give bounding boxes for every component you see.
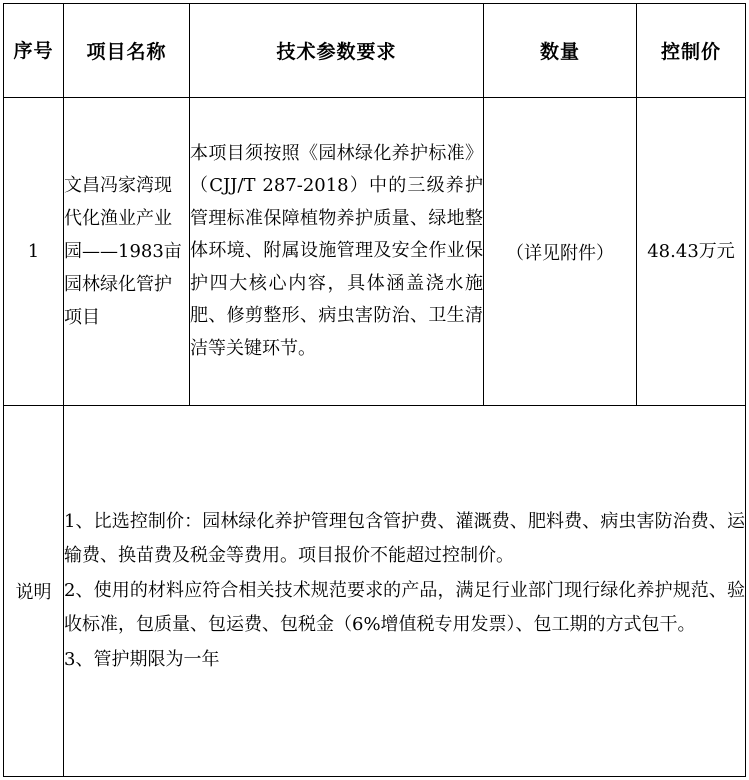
project-spec-table: [3, 3, 746, 777]
header-name: 项目名称: [64, 4, 190, 98]
table-row: [4, 98, 746, 406]
header-price: 控制价: [637, 4, 746, 98]
row-no: 1: [4, 98, 64, 406]
notes-row: [4, 406, 746, 777]
note-item-3: 3、管护期限为一年: [64, 648, 220, 670]
note-item-1: 1、比选控制价：园林绿化养护管理包含管护费、灌溉费、肥料费、病虫害防治费、运输费、换苗费及税金等费用。项目报价不能超过控制价。: [64, 510, 745, 567]
notes-body: [64, 406, 746, 777]
note-item-2: 2、使用的材料应符合相关技术规范要求的产品，满足行业部门现行绿化养护规范、验收标准，包质量、包运费、包税金（6%增值税专用发票）、包工期的方式包干。: [64, 579, 745, 636]
row-tech-requirements: 本项目须按照《园林绿化养护标准》（CJJ/T 287-2018）中的三级养护管理标准保障植物养护质量、绿地整体环境、附属设施管理及安全作业保护四大核心内容，具体涵盖浇水施肥、修剪整形、病虫害防治、卫生清洁等关键环节。: [190, 98, 484, 406]
header-tech: 技术参数要求: [190, 4, 484, 98]
header-qty: 数量: [484, 4, 637, 98]
row-quantity: （详见附件）: [484, 98, 637, 406]
notes-label: 说明: [4, 406, 64, 777]
header-no: 序号: [4, 4, 64, 98]
header-row: [4, 4, 746, 98]
row-project-name: 文昌冯家湾现代化渔业产业园——1983亩园林绿化管护项目: [64, 98, 190, 406]
row-control-price: 48.43万元: [637, 98, 746, 406]
